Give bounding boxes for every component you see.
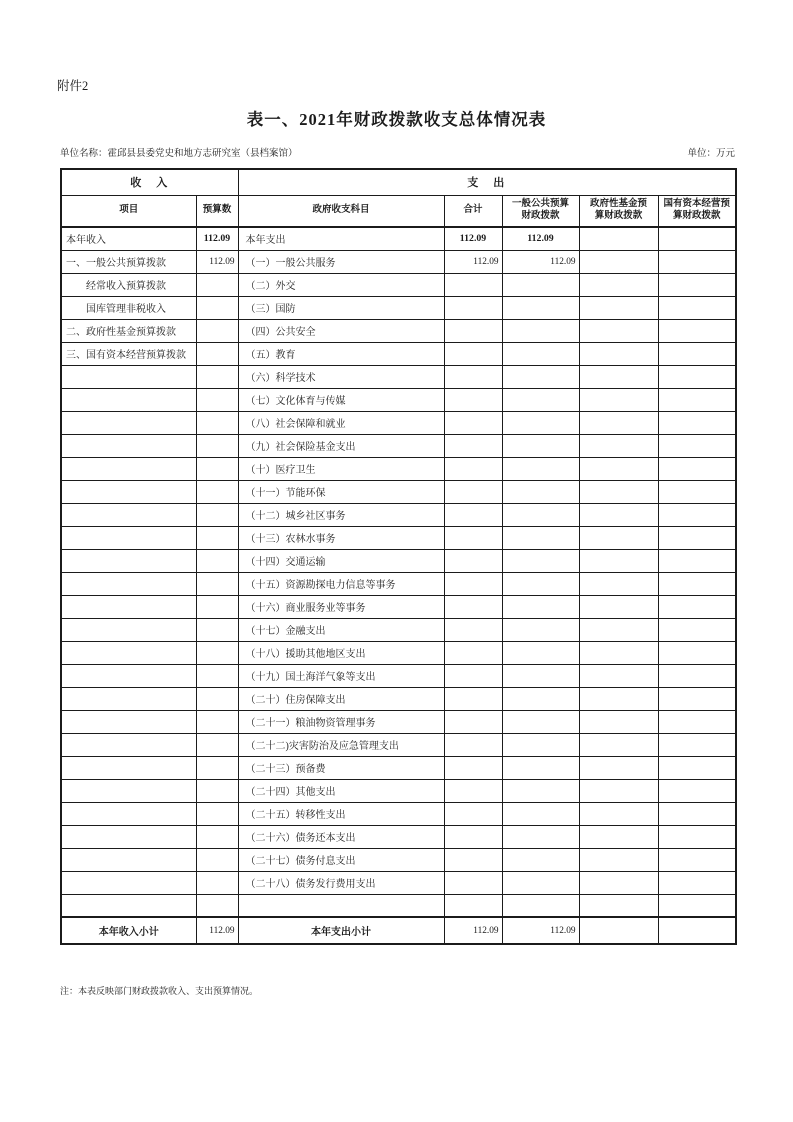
- col-header-budget: 预算数: [196, 195, 238, 227]
- total-value-cell: [444, 618, 502, 641]
- fund-budget-cell: [579, 411, 658, 434]
- income-value-cell: [196, 319, 238, 342]
- table-row: [61, 687, 736, 710]
- capital-budget-cell: [658, 480, 736, 503]
- budget-table: [60, 168, 737, 945]
- expense-item-cell: （十七）金融支出: [238, 618, 444, 641]
- general-budget-cell: [502, 457, 579, 480]
- general-budget-cell: [502, 733, 579, 756]
- capital-budget-cell: [658, 434, 736, 457]
- total-value-cell: [444, 526, 502, 549]
- expense-item-cell: （十八）援助其他地区支出: [238, 641, 444, 664]
- total-value-cell: [444, 273, 502, 296]
- expense-item-cell: （二十二)灾害防治及应急管理支出: [238, 733, 444, 756]
- total-value-cell: [444, 871, 502, 894]
- income-value-cell: [196, 756, 238, 779]
- expense-item-cell: （七）文化体育与传媒: [238, 388, 444, 411]
- income-value-cell: [196, 457, 238, 480]
- income-value-cell: [196, 296, 238, 319]
- income-item-cell: 二、政府性基金预算拨款: [61, 319, 196, 342]
- general-budget-cell: [502, 388, 579, 411]
- income-item-cell: [61, 388, 196, 411]
- general-budget-cell: [502, 894, 579, 917]
- income-item-cell: 本年收入: [61, 227, 196, 250]
- general-budget-cell: [502, 687, 579, 710]
- general-budget-cell: [502, 365, 579, 388]
- expense-item-cell: （十三）农林水事务: [238, 526, 444, 549]
- capital-budget-cell: [658, 687, 736, 710]
- fund-budget-cell: [579, 503, 658, 526]
- expense-item-cell: [238, 894, 444, 917]
- income-value-cell: [196, 710, 238, 733]
- col-header-fund-budget: 政府性基金预 算财政拨款: [579, 195, 658, 227]
- group-header-income: 收 入: [61, 169, 238, 195]
- general-budget-cell: [502, 342, 579, 365]
- fund-budget-cell: [579, 848, 658, 871]
- fund-budget-cell: [579, 549, 658, 572]
- total-value-cell: [444, 434, 502, 457]
- income-item-cell: [61, 756, 196, 779]
- total-value-cell: [444, 733, 502, 756]
- table-row: [61, 411, 736, 434]
- capital-budget-cell: [658, 572, 736, 595]
- income-item-cell: [61, 526, 196, 549]
- income-value-cell: [196, 388, 238, 411]
- capital-budget-cell: [658, 388, 736, 411]
- fund-budget-cell: [579, 595, 658, 618]
- total-value-cell: [444, 894, 502, 917]
- table-row: [61, 710, 736, 733]
- total-value-cell: [444, 848, 502, 871]
- general-budget-cell: [502, 802, 579, 825]
- col-header-item: 项目: [61, 195, 196, 227]
- capital-budget-cell: [658, 526, 736, 549]
- fund-budget-cell: [579, 342, 658, 365]
- fund-budget-cell: [579, 779, 658, 802]
- column-header-row: [61, 195, 736, 227]
- fund-budget-cell: [579, 273, 658, 296]
- expense-item-cell: （二）外交: [238, 273, 444, 296]
- table-row: [61, 549, 736, 572]
- subtotal-row: [61, 917, 736, 944]
- expense-item-cell: 本年支出: [238, 227, 444, 250]
- fund-budget-cell: [579, 756, 658, 779]
- total-value-cell: [444, 664, 502, 687]
- income-item-cell: 三、国有资本经营预算拨款: [61, 342, 196, 365]
- expense-item-cell: （二十一）粮油物资管理事务: [238, 710, 444, 733]
- total-value-cell: [444, 779, 502, 802]
- unit-name: 单位名称：霍邱县县委党史和地方志研究室（县档案馆）: [60, 149, 298, 159]
- capital-budget-cell: [658, 871, 736, 894]
- expense-item-cell: （六）科学技术: [238, 365, 444, 388]
- total-value-cell: [444, 296, 502, 319]
- fund-budget-cell: [579, 871, 658, 894]
- table-row: [61, 319, 736, 342]
- capital-budget-cell: [658, 319, 736, 342]
- fund-budget-cell: [579, 710, 658, 733]
- fund-budget-cell: [579, 641, 658, 664]
- expense-item-cell: （十五）资源勘探电力信息等事务: [238, 572, 444, 595]
- table-row: [61, 802, 736, 825]
- total-value-cell: [444, 687, 502, 710]
- income-item-cell: [61, 411, 196, 434]
- table-row: [61, 848, 736, 871]
- total-value-cell: [444, 480, 502, 503]
- general-budget-cell: 112.09: [502, 227, 579, 250]
- income-item-cell: [61, 572, 196, 595]
- total-value-cell: [444, 549, 502, 572]
- income-value-cell: [196, 848, 238, 871]
- total-value-cell: [444, 641, 502, 664]
- total-value-cell: [444, 595, 502, 618]
- income-value-cell: 112.09: [196, 227, 238, 250]
- capital-budget-cell: [658, 710, 736, 733]
- income-value-cell: [196, 434, 238, 457]
- general-budget-cell: [502, 641, 579, 664]
- income-value-cell: 112.09: [196, 250, 238, 273]
- capital-budget-cell: [658, 825, 736, 848]
- fund-budget-cell: [579, 319, 658, 342]
- general-budget-cell: [502, 848, 579, 871]
- capital-budget-cell: [658, 250, 736, 273]
- table-row: [61, 526, 736, 549]
- income-value-cell: [196, 733, 238, 756]
- table-row: [61, 618, 736, 641]
- total-value-cell: [444, 342, 502, 365]
- income-item-cell: [61, 871, 196, 894]
- general-budget-cell: [502, 549, 579, 572]
- fund-budget-cell: [579, 917, 658, 944]
- income-value-cell: [196, 273, 238, 296]
- expense-item-cell: （十二）城乡社区事务: [238, 503, 444, 526]
- total-value-cell: 112.09: [444, 227, 502, 250]
- expense-item-cell: （十四）交通运输: [238, 549, 444, 572]
- general-budget-cell: [502, 480, 579, 503]
- general-budget-cell: [502, 572, 579, 595]
- general-budget-cell: [502, 618, 579, 641]
- income-item-cell: [61, 365, 196, 388]
- fund-budget-cell: [579, 250, 658, 273]
- general-budget-cell: [502, 871, 579, 894]
- table-row: [61, 296, 736, 319]
- table-row: [61, 779, 736, 802]
- expense-item-cell: （五）教育: [238, 342, 444, 365]
- table-row: [61, 434, 736, 457]
- income-item-cell: [61, 802, 196, 825]
- col-header-total: 合计: [444, 195, 502, 227]
- fund-budget-cell: [579, 457, 658, 480]
- general-budget-cell: [502, 595, 579, 618]
- capital-budget-cell: [658, 779, 736, 802]
- table-meta: [60, 145, 735, 159]
- income-value-cell: [196, 411, 238, 434]
- expense-item-cell: （十六）商业服务业等事务: [238, 595, 444, 618]
- expense-item-cell: （二十六）债务还本支出: [238, 825, 444, 848]
- fund-budget-cell: [579, 480, 658, 503]
- income-value-cell: [196, 572, 238, 595]
- group-header-row: [61, 169, 736, 195]
- fund-budget-cell: [579, 388, 658, 411]
- expense-item-cell: （二十）住房保障支出: [238, 687, 444, 710]
- income-item-cell: [61, 549, 196, 572]
- capital-budget-cell: [658, 664, 736, 687]
- income-value-cell: [196, 825, 238, 848]
- general-budget-cell: [502, 319, 579, 342]
- fund-budget-cell: [579, 825, 658, 848]
- table-row: [61, 342, 736, 365]
- income-item-cell: [61, 664, 196, 687]
- unit-measure: 单位：万元: [687, 149, 735, 159]
- capital-budget-cell: [658, 917, 736, 944]
- income-value-cell: [196, 526, 238, 549]
- total-value-cell: [444, 365, 502, 388]
- expense-item-cell: （四）公共安全: [238, 319, 444, 342]
- col-header-subject: 政府收支科目: [238, 195, 444, 227]
- general-budget-cell: [502, 503, 579, 526]
- income-item-cell: [61, 894, 196, 917]
- expense-item-cell: （二十四）其他支出: [238, 779, 444, 802]
- income-value-cell: [196, 618, 238, 641]
- expense-item-cell: （一）一般公共服务: [238, 250, 444, 273]
- expense-item-cell: （二十三）预备费: [238, 756, 444, 779]
- table-row: [61, 664, 736, 687]
- table-row: [61, 572, 736, 595]
- income-item-cell: [61, 848, 196, 871]
- fund-budget-cell: [579, 296, 658, 319]
- expense-item-cell: （二十七）债务付息支出: [238, 848, 444, 871]
- capital-budget-cell: [658, 641, 736, 664]
- general-budget-cell: [502, 664, 579, 687]
- table-row: [61, 503, 736, 526]
- total-value-cell: [444, 457, 502, 480]
- fund-budget-cell: [579, 526, 658, 549]
- income-item-cell: [61, 825, 196, 848]
- income-value-cell: [196, 342, 238, 365]
- income-item-cell: [61, 595, 196, 618]
- income-item-cell: [61, 710, 196, 733]
- income-value-cell: [196, 503, 238, 526]
- income-item-cell: 一、一般公共预算拨款: [61, 250, 196, 273]
- income-item-cell: 本年收入小计: [61, 917, 196, 944]
- fund-budget-cell: [579, 227, 658, 250]
- income-value-cell: [196, 687, 238, 710]
- table-row: [61, 273, 736, 296]
- capital-budget-cell: [658, 733, 736, 756]
- general-budget-cell: [502, 756, 579, 779]
- income-value-cell: [196, 779, 238, 802]
- income-item-cell: 经常收入预算拨款: [61, 273, 196, 296]
- table-row: [61, 641, 736, 664]
- general-budget-cell: [502, 296, 579, 319]
- expense-item-cell: （二十八）债务发行费用支出: [238, 871, 444, 894]
- capital-budget-cell: [658, 503, 736, 526]
- table-row: [61, 825, 736, 848]
- fund-budget-cell: [579, 802, 658, 825]
- capital-budget-cell: [658, 595, 736, 618]
- capital-budget-cell: [658, 848, 736, 871]
- general-budget-cell: [502, 710, 579, 733]
- income-value-cell: [196, 480, 238, 503]
- income-value-cell: 112.09: [196, 917, 238, 944]
- expense-item-cell: （二十五）转移性支出: [238, 802, 444, 825]
- page-title: 表一、2021年财政拨款收支总体情况表: [246, 110, 547, 129]
- table-row: [61, 871, 736, 894]
- table-row: [61, 365, 736, 388]
- fund-budget-cell: [579, 572, 658, 595]
- total-value-cell: [444, 825, 502, 848]
- income-value-cell: [196, 664, 238, 687]
- total-value-cell: 112.09: [444, 250, 502, 273]
- fund-budget-cell: [579, 894, 658, 917]
- group-header-expense: 支 出: [238, 169, 736, 195]
- income-value-cell: [196, 871, 238, 894]
- general-budget-cell: [502, 526, 579, 549]
- table-row: [61, 733, 736, 756]
- fund-budget-cell: [579, 664, 658, 687]
- expense-item-cell: （九）社会保险基金支出: [238, 434, 444, 457]
- table-row: [61, 250, 736, 273]
- income-value-cell: [196, 549, 238, 572]
- capital-budget-cell: [658, 227, 736, 250]
- table-row: [61, 457, 736, 480]
- total-value-cell: [444, 756, 502, 779]
- total-value-cell: [444, 319, 502, 342]
- general-budget-cell: [502, 825, 579, 848]
- income-item-cell: [61, 618, 196, 641]
- expense-item-cell: （十九）国土海洋气象等支出: [238, 664, 444, 687]
- table-row: [61, 227, 736, 250]
- table-note: 注：本表反映部门财政拨款收入、支出预算情况。: [60, 986, 259, 996]
- expense-item-cell: （十一）节能环保: [238, 480, 444, 503]
- table-row: [61, 756, 736, 779]
- capital-budget-cell: [658, 802, 736, 825]
- income-value-cell: [196, 595, 238, 618]
- income-item-cell: [61, 733, 196, 756]
- general-budget-cell: [502, 273, 579, 296]
- total-value-cell: [444, 710, 502, 733]
- total-value-cell: 112.09: [444, 917, 502, 944]
- table-row: [61, 595, 736, 618]
- total-value-cell: [444, 411, 502, 434]
- income-item-cell: [61, 434, 196, 457]
- capital-budget-cell: [658, 549, 736, 572]
- general-budget-cell: 112.09: [502, 917, 579, 944]
- total-value-cell: [444, 388, 502, 411]
- income-value-cell: [196, 802, 238, 825]
- capital-budget-cell: [658, 342, 736, 365]
- income-item-cell: [61, 503, 196, 526]
- income-item-cell: [61, 641, 196, 664]
- income-item-cell: [61, 779, 196, 802]
- capital-budget-cell: [658, 365, 736, 388]
- capital-budget-cell: [658, 411, 736, 434]
- income-value-cell: [196, 894, 238, 917]
- table-row: [61, 388, 736, 411]
- capital-budget-cell: [658, 618, 736, 641]
- expense-item-cell: （三）国防: [238, 296, 444, 319]
- expense-item-cell: 本年支出小计: [238, 917, 444, 944]
- capital-budget-cell: [658, 756, 736, 779]
- capital-budget-cell: [658, 894, 736, 917]
- attachment-label: 附件2: [57, 79, 89, 93]
- income-item-cell: [61, 457, 196, 480]
- general-budget-cell: [502, 434, 579, 457]
- col-header-capital-budget: 国有资本经营预 算财政拨款: [658, 195, 736, 227]
- general-budget-cell: [502, 779, 579, 802]
- expense-item-cell: （八）社会保障和就业: [238, 411, 444, 434]
- income-value-cell: [196, 641, 238, 664]
- expense-item-cell: （十）医疗卫生: [238, 457, 444, 480]
- fund-budget-cell: [579, 687, 658, 710]
- capital-budget-cell: [658, 457, 736, 480]
- total-value-cell: [444, 572, 502, 595]
- total-value-cell: [444, 503, 502, 526]
- total-value-cell: [444, 802, 502, 825]
- table-row: [61, 480, 736, 503]
- income-item-cell: [61, 687, 196, 710]
- fund-budget-cell: [579, 434, 658, 457]
- general-budget-cell: 112.09: [502, 250, 579, 273]
- table-body: [61, 227, 736, 944]
- income-value-cell: [196, 365, 238, 388]
- capital-budget-cell: [658, 273, 736, 296]
- capital-budget-cell: [658, 296, 736, 319]
- income-item-cell: [61, 480, 196, 503]
- fund-budget-cell: [579, 618, 658, 641]
- fund-budget-cell: [579, 733, 658, 756]
- general-budget-cell: [502, 411, 579, 434]
- col-header-general-budget: 一般公共预算 财政拨款: [502, 195, 579, 227]
- table-row: [61, 894, 736, 917]
- income-item-cell: 国库管理非税收入: [61, 296, 196, 319]
- fund-budget-cell: [579, 365, 658, 388]
